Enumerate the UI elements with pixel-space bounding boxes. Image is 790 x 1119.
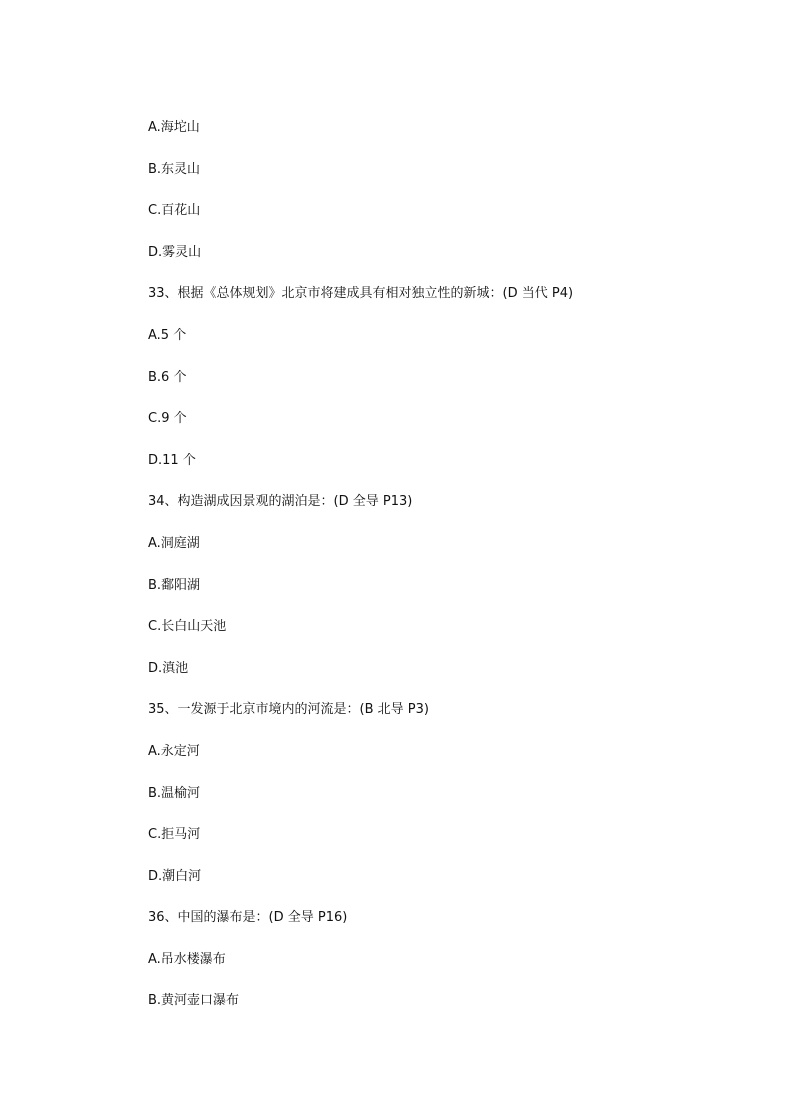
question-34-option-b: B.鄱阳湖	[148, 577, 201, 593]
question-36-option-a: A.吊水楼瀑布	[148, 951, 226, 967]
option-a-line: A.海坨山	[148, 120, 200, 135]
question-33-option-a: A.5 个	[148, 327, 187, 343]
option-b-line: B.东灵山	[148, 161, 201, 177]
question-34-option-c: C.长白山天池	[148, 619, 227, 635]
question-35-option-b: B.温榆河	[148, 785, 201, 801]
question-33: 33、根据《总体规划》北京市将建成具有相对独立性的新城：(D 当代 P4)	[148, 286, 574, 302]
question-34-option-d: D.滇池	[148, 660, 189, 676]
question-35-option-d: D.潮白河	[148, 868, 202, 884]
option-d-line: D.雾灵山	[148, 244, 202, 260]
question-35-option-a: A.永定河	[148, 743, 200, 759]
question-34-option-a: A.洞庭湖	[148, 535, 200, 551]
question-36: 36、中国的瀑布是：(D 全导 P16)	[148, 910, 348, 926]
question-33-option-c: C.9 个	[148, 411, 187, 427]
question-33-option-b: B.6 个	[148, 369, 187, 385]
question-34: 34、构造湖成因景观的湖泊是：(D 全导 P13)	[148, 494, 413, 510]
document-content	[148, 119, 748, 1034]
option-c-line: C.百花山	[148, 203, 201, 219]
question-35-option-c: C.拒马河	[148, 827, 201, 843]
question-33-option-d: D.11 个	[148, 452, 196, 468]
question-35: 35、一发源于北京市境内的河流是：(B 北导 P3)	[148, 702, 429, 718]
question-36-option-b: B.黄河壶口瀑布	[148, 993, 240, 1009]
